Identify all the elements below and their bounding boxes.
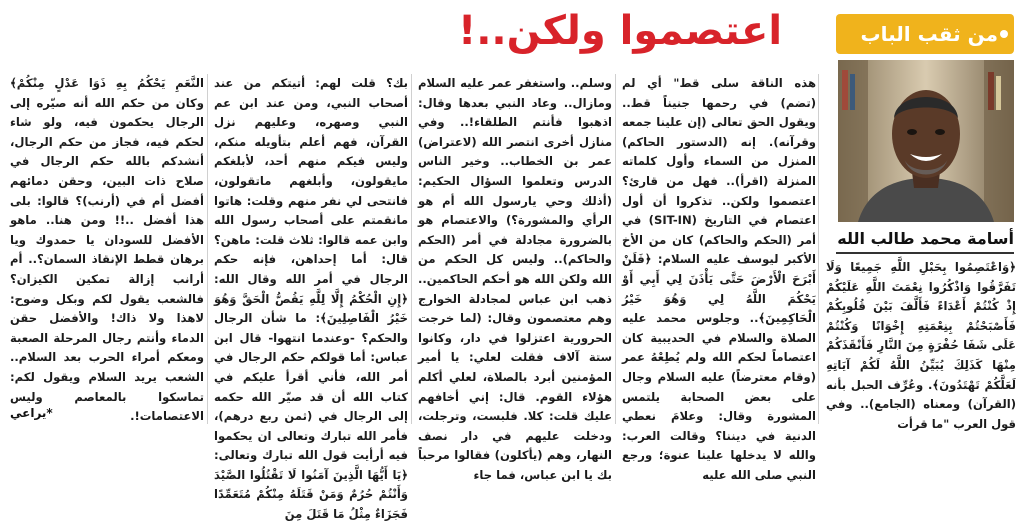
article-column-3 [418, 74, 612, 482]
author-photo [838, 60, 1014, 222]
article-column-5 [10, 74, 204, 430]
badge-dot-icon [1000, 30, 1008, 38]
author-signature: *يراعي [10, 406, 53, 420]
portrait-photo [838, 60, 1014, 222]
column-divider [207, 74, 208, 424]
section-badge [836, 14, 1014, 54]
column-text: النَّعَمِ يَحْكُمُ بِهِ ذَوَا عَدْلٍ مِنْكُمْ﴾ وكان من حكم الله أنه صيّره إلى الرجال يحكمون فيه، ولو شاء لحكم فيه، فجاز من حكم الرجال، أنشدكم بالله حكم الرجال في صلاح ذات البين، وحقن دمائهم أفضل أم في (أرنب)؟ قالوا: بلى هذا أفضل ..!! ومن هنا.. ماهو الأفضل للسودان يا حمدوك ويا برهان قطط الإنقاذ السمان؟.. أم أرانب إزالة تمكين الكيزان؟ فالشعب يقول لكم وبكل وضوح: لاهذا ولا ذاك! والأفضل حقن الدماء وأنتم رجال المرحلة الصعبة ومعكم أمراء الحرب بعد السلام.. الشعب يريد السلام ويقول لكم: تماسكوا بالمعاصم وليس الاعتصامات!. [10, 76, 204, 424]
column-divider [411, 74, 412, 424]
badge-label: من ثقب الباب [860, 22, 998, 46]
article-column-4 [214, 74, 408, 522]
column-divider [615, 74, 616, 424]
author-underline [836, 252, 1014, 254]
article-column-1 [826, 258, 1016, 430]
headline: اعتصموا ولكن..! [457, 8, 783, 54]
article-column-2 [622, 74, 817, 482]
column-text: ﴿وَاعْتَصِمُوا بِحَبْلِ اللَّهِ جَمِيعًا وَلَا تَفَرَّقُوا وَاذْكُرُوا نِعْمَتَ اللَّهِ عَلَيْكُمْ إِذْ كُنْتُمْ أَعْدَاءً فَأَلَّفَ بَيْنَ قُلُوبِكُمْ فَأَصْبَحْتُمْ بِنِعْمَتِهِ إِخْوَانًا وَكُنْتُمْ عَلَى شَفَا حُفْرَةٍ مِنَ النَّارِ فَأَنْقَذَكُمْ مِنْهَا كَذَلِكَ يُبَيِّنُ اللَّهُ لَكُمْ آيَاتِهِ لَعَلَّكُمْ تَهْتَدُونَ﴾. وعُرِّف الحبل بأنه (القرآن) ومعناه (الجامع).. وفي قول العرب "ما قرأت [826, 260, 1016, 431]
column-text: بك؟ قلت لهم: أتيتكم من عند أصحاب النبي، ومن عند ابن عم النبي وصهره، وعليهم نزل القرآن، فهم أعلم بتأويله منكم، وليس فيكم منهم أحد، لأبلغكم مايقولون، وأبلغهم ماتقولون، فانتحى لي نفر منهم وقلت: هاتوا مانقمتم على أصحاب رسول الله وابن عمه قالوا: ثلاث قلت: ماهن؟ قال: أما إحداهن، فإنه حكم الرجال في أمر الله وقال الله: ﴿إِنِ الْحُكْمُ إِلَّا لِلَّهِ يَقُصُّ الْحَقَّ وَهُوَ خَيْرُ الْفَاصِلِينَ﴾: ما شأن الرجال والحكم؟ -وعندما انتهوا- قال ابن عباس: أما قولكم حكم الرجال في أمر الله، فأني أقرأ عليكم في كتاب الله أن قد صيّر الله حكمه إلى الرجال في (ثمن ربع درهم)، فأمر الله تبارك وتعالى ان يحكموا فيه أرأيت قول الله تبارك وتعالى: ﴿يَا أَيُّهَا الَّذِينَ آمَنُوا لَا تَقْتُلُوا الصَّيْدَ وَأَنْتُمْ حُرُمٌ وَمَنْ قَتَلَهُ مِنْكُمْ مُتَعَمِّدًا فَجَزَاءٌ مِثْلُ مَا قَتَلَ مِنَ [214, 76, 408, 522]
column-text: وسلم.. واستغفر عمر عليه السلام ومازال.. وعاد النبي بعدها وقال: اذهبوا فأنتم الطلقاء!.. وفي منازل أخرى انتصر الله (لاعتراض) عمر بن الخطاب.. وخير الناس الدرس وتعلموا السؤال الحكيم: (أذلك وحي يارسول الله أم هو الرأي والمشورة؟) والاعتصام هو بالضرورة مجادلة في أمر (الحكم والحاكم).. وليس كل الحكم من الله ولكن الله هو أحكم الحاكمين.. ذهب ابن عباس لمجادلة الخوارج وهم معتصمون وقال: (لما خرجت الحرورية اعتزلوا في دار، وكانوا ستة آلاف فقلت لعلي: يا أمير المؤمنين أبرد بالصلاة، لعلي أكلم هؤلاء القوم. قال: إني أخافهم عليك قلت: كلا. فلبست، وترجلت، ودخلت عليهم في دار نصف النهار، وهم (يأكلون) فقالوا مرحباً بك يا ابن عباس، فما جاء [418, 76, 612, 482]
author-name: أسامة محمد طالب الله [837, 229, 1014, 248]
column-divider [818, 74, 819, 424]
column-text: هذه الناقة سلى قط" أي لم (تضم) في رحمها جنيناً قط.. ويقول الحق تعالى (إن علينا جمعه وقرآنه). إنه (الدستور الحاكم) المنزل من السماء وأول كلماته المنزلة (اقرأ).. فهل من قارئ؟ اعتصموا ولكن.. تذكروا أن أول اعتصام في التاريخ (SIT-IN) في أمر (الحكم والحاكم) كان من الأخ الأكبر ليوسف عليه السلام: ﴿فَلَنْ أَبْرَحَ الْأَرْضَ حَتَّى يَأْذَنَ لِي أَبِي أَوْ يَحْكُمَ اللَّهُ لِي وَهُوَ خَيْرُ الْحَاكِمِينَ﴾.. وجلوس محمد عليه الصلاة والسلام في الحديبية كان اعتصاماً لحكم الله ولم يُطِعْهُ عمر (وقام معترضاً) عليه السلام وجال على بعض الصحابة يلتمس المشورة وقال: وعلامَ نعطي الدنية في ديننا؟ وقالت العرب: والله لا يدخلها علينا عنوة؛ ورجع النبي صلى الله عليه [622, 76, 817, 482]
